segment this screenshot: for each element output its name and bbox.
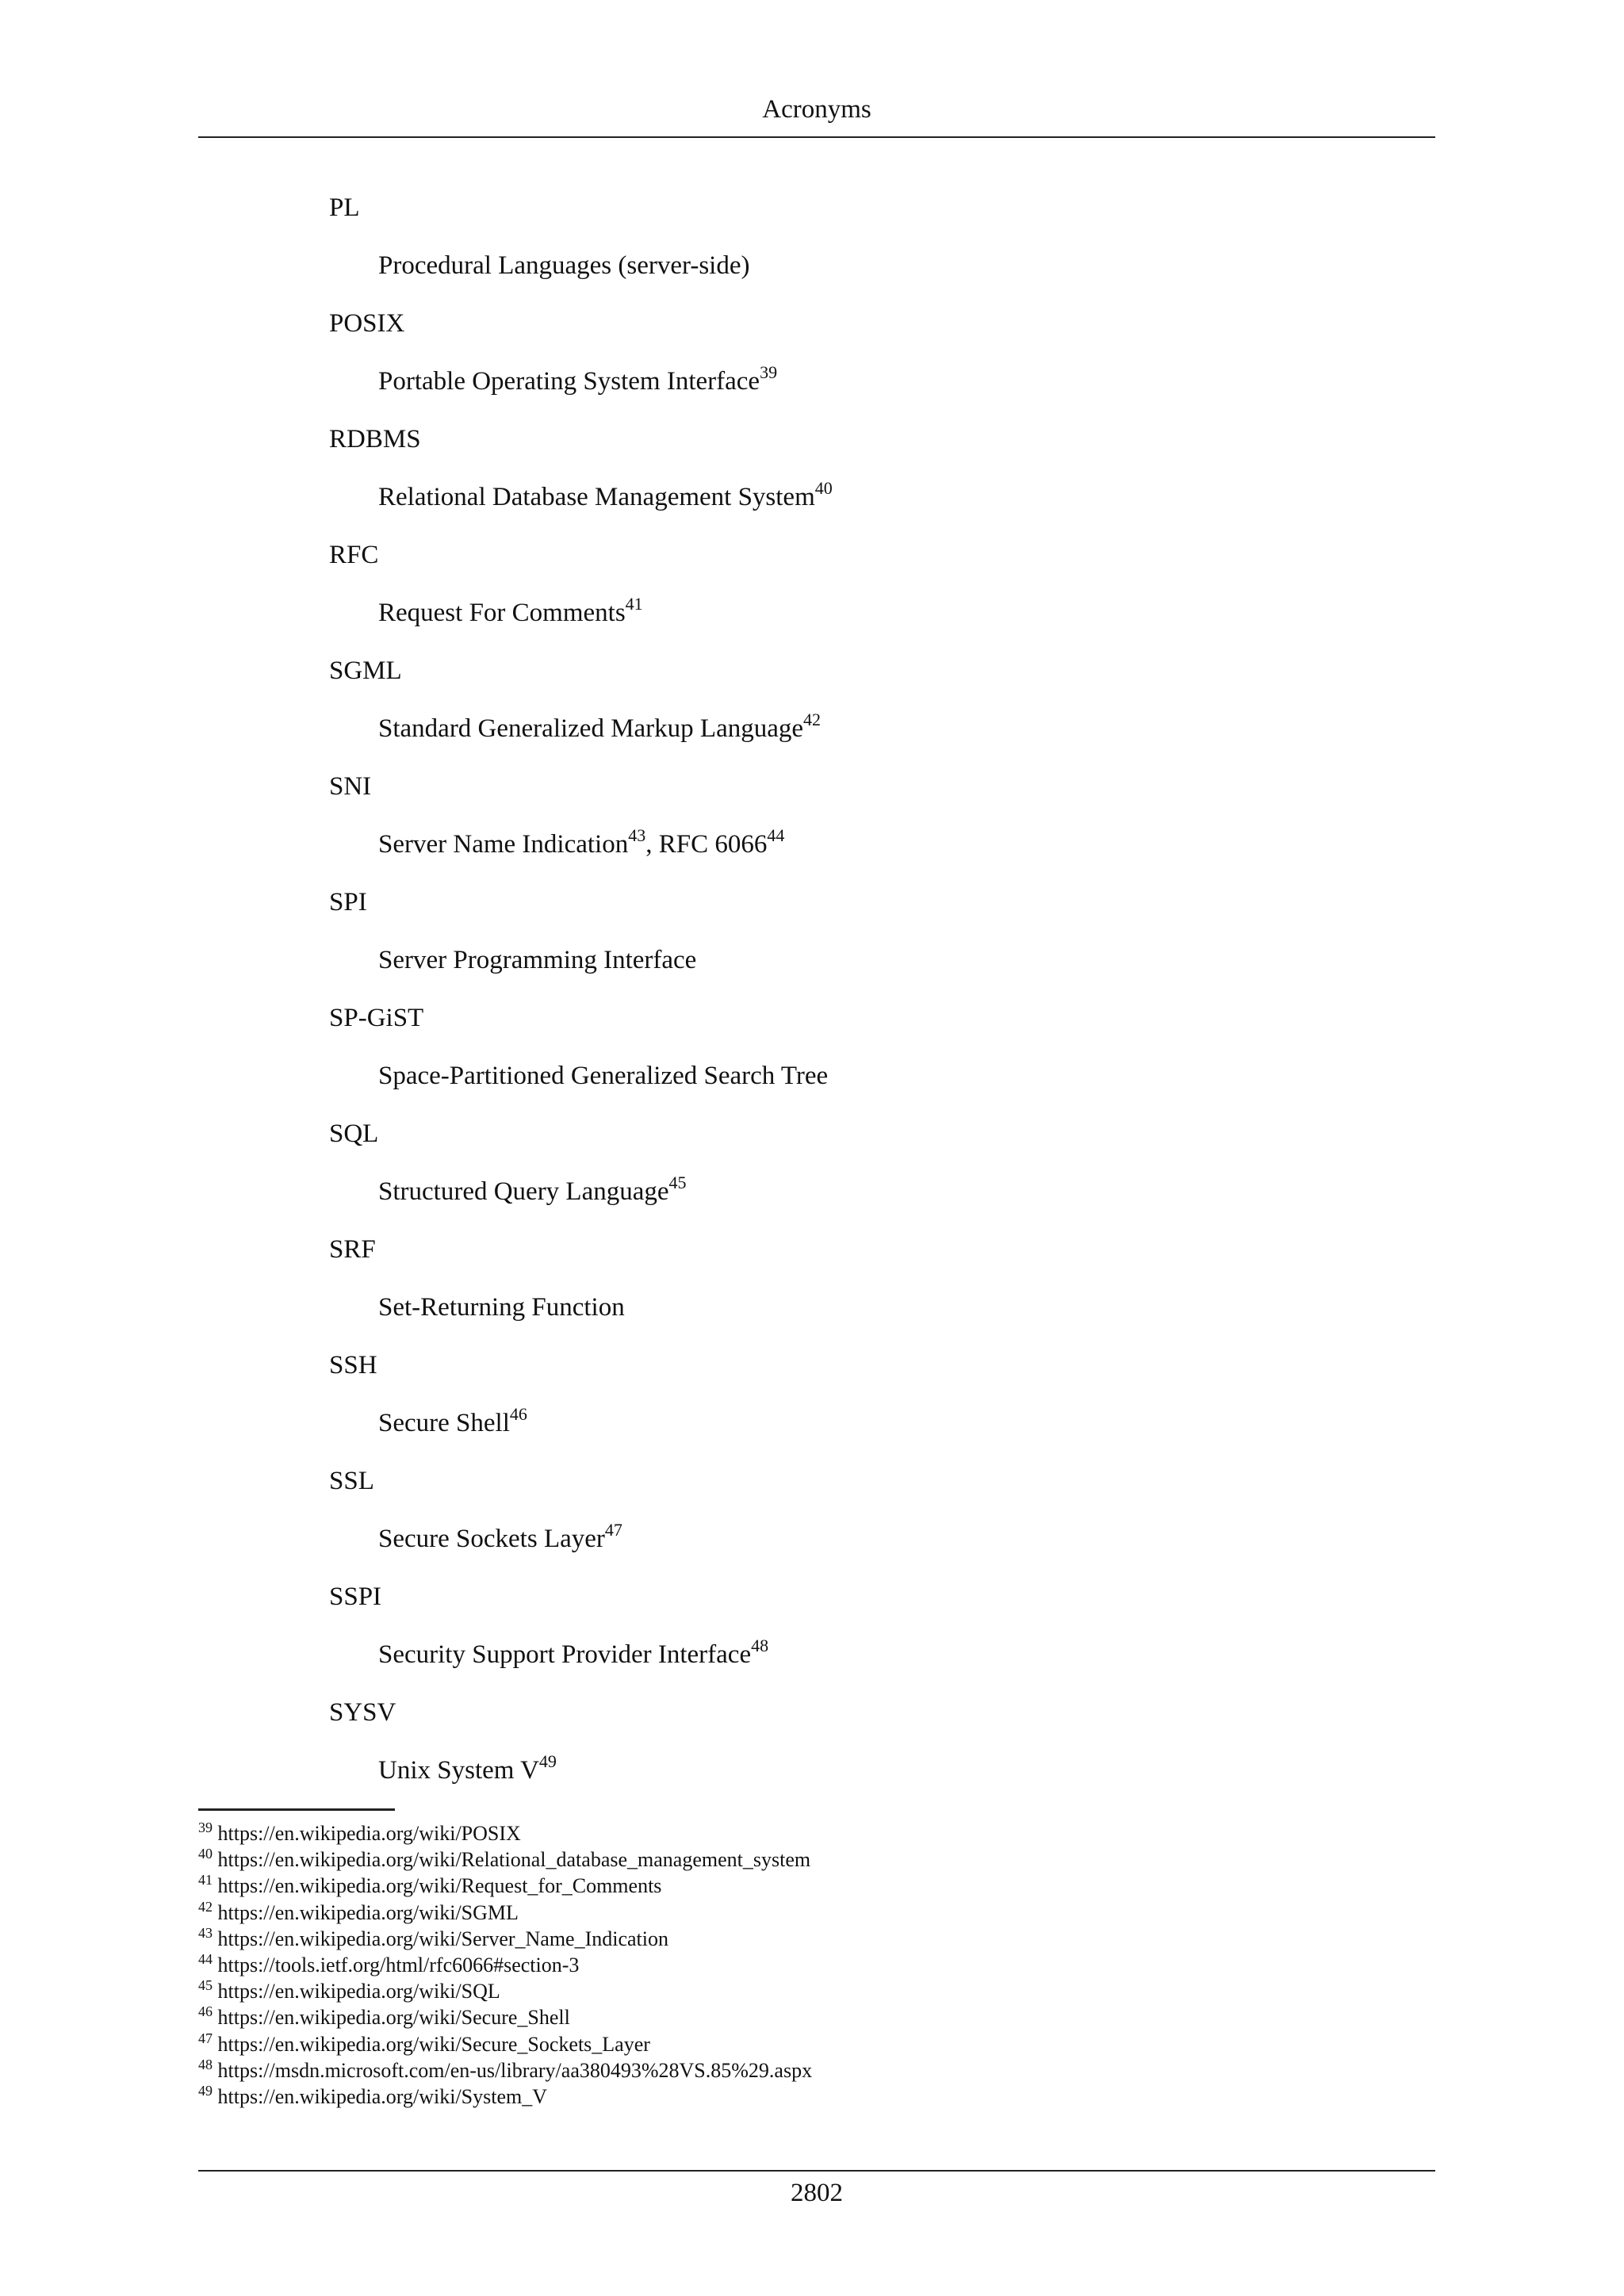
- footnote-number: 48: [198, 2056, 213, 2072]
- acronym-term: SPI: [329, 888, 367, 916]
- page-number: 2802: [791, 2179, 843, 2207]
- definition-text: Space-Partitioned Generalized Search Tree: [378, 1062, 829, 1090]
- footnote-item: [198, 1846, 1435, 1873]
- footnote-link[interactable]: https://en.wikipedia.org/wiki/Server_Name_Indication: [217, 1927, 669, 1950]
- header-divider: [198, 136, 1435, 138]
- definition-text: Security Support Provider Interface: [378, 1640, 752, 1669]
- footnote-ref[interactable]: 44: [767, 825, 785, 845]
- footnotes: [198, 1820, 1435, 2110]
- definition-text: Secure Sockets Layer: [378, 1525, 605, 1553]
- acronym-entry-ssh: [329, 1349, 1360, 1439]
- footnote-ref[interactable]: 39: [760, 362, 778, 382]
- acronym-definition: [378, 944, 1360, 976]
- acronym-entry-sspi: [329, 1581, 1360, 1670]
- footnote-divider: [198, 1808, 395, 1811]
- footnote-item: [198, 2057, 1435, 2084]
- definition-text: Server Name Indication: [378, 830, 629, 859]
- footnote-link[interactable]: https://en.wikipedia.org/wiki/POSIX: [217, 1822, 521, 1845]
- acronym-definition: [378, 1751, 1360, 1786]
- footnote-ref[interactable]: 41: [625, 594, 643, 614]
- footnote-item: [198, 1926, 1435, 1952]
- acronym-definition: [378, 1520, 1360, 1555]
- footnote-item: [198, 1952, 1435, 1978]
- acronym-term: SGML: [329, 656, 402, 685]
- footnote-ref[interactable]: 49: [538, 1751, 557, 1771]
- footer-divider: [198, 2170, 1435, 2172]
- acronym-term: SSPI: [329, 1582, 382, 1611]
- definition-text: Server Programming Interface: [378, 946, 697, 974]
- acronym-definition: [378, 1636, 1360, 1670]
- footnote-ref[interactable]: 40: [814, 478, 833, 498]
- footnote-number: 46: [198, 2003, 213, 2020]
- footnote-ref[interactable]: 46: [509, 1404, 527, 1424]
- definition-text: Portable Operating System Interface: [378, 367, 760, 396]
- footnote-ref[interactable]: 45: [668, 1173, 687, 1192]
- footnote-item: [198, 1978, 1435, 2004]
- footnote-item: [198, 2031, 1435, 2057]
- definition-text-tail: , RFC 6066: [645, 830, 768, 859]
- footnote-item: [198, 2004, 1435, 2030]
- footnote-number: 39: [198, 1820, 213, 1835]
- footnote-number: 43: [198, 1924, 213, 1941]
- footnote-link[interactable]: https://en.wikipedia.org/wiki/System_V: [217, 2084, 548, 2108]
- acronym-term: RFC: [329, 541, 379, 569]
- acronym-definition: [378, 250, 1360, 281]
- acronym-term: SNI: [329, 772, 372, 801]
- footnote-link[interactable]: https://en.wikipedia.org/wiki/SQL: [217, 1980, 500, 2003]
- footnote-item: [198, 1820, 1435, 1846]
- acronym-list: [329, 192, 1360, 1812]
- footnote-number: 40: [198, 1846, 213, 1862]
- footnote-number: 45: [198, 1977, 213, 1994]
- footnote-number: 44: [198, 1950, 213, 1967]
- footnote-link[interactable]: https://tools.ietf.org/html/rfc6066#section-3: [217, 1953, 580, 1976]
- footnote-ref[interactable]: 48: [751, 1636, 769, 1655]
- acronym-term: SSL: [329, 1467, 374, 1495]
- acronym-definition: [378, 1404, 1360, 1439]
- acronym-entry-ssl: [329, 1465, 1360, 1555]
- acronym-definition: [378, 825, 1360, 860]
- acronym-entry-sysv: [329, 1697, 1360, 1786]
- acronym-term: POSIX: [329, 309, 405, 338]
- acronym-term: SRF: [329, 1235, 376, 1264]
- acronym-entry-sp-gist: [329, 1002, 1360, 1092]
- footnote-item: [198, 1873, 1435, 1899]
- acronym-definition: [378, 1060, 1360, 1092]
- footnote-link[interactable]: https://en.wikipedia.org/wiki/SGML: [217, 1900, 519, 1924]
- definition-text: Request For Comments: [378, 599, 626, 627]
- acronym-entry-sql: [329, 1118, 1360, 1207]
- footnote-item: [198, 2084, 1435, 2110]
- acronym-term: SYSV: [329, 1698, 396, 1727]
- definition-text: Secure Shell: [378, 1409, 510, 1437]
- acronym-entry-rfc: [329, 539, 1360, 629]
- definition-text: Standard Generalized Markup Language: [378, 714, 804, 743]
- acronym-term: RDBMS: [329, 425, 421, 453]
- acronym-term: PL: [329, 193, 360, 222]
- running-header: Acronyms: [762, 95, 871, 124]
- acronym-definition: [378, 478, 1360, 513]
- footnote-number: 42: [198, 1898, 213, 1915]
- acronym-definition: [378, 710, 1360, 744]
- definition-text: Set-Returning Function: [378, 1293, 625, 1322]
- acronym-definition: [378, 362, 1360, 397]
- acronym-entry-sni: [329, 771, 1360, 860]
- acronym-entry-pl: [329, 192, 1360, 281]
- footnote-link[interactable]: https://en.wikipedia.org/wiki/Secure_Shell: [217, 2006, 570, 2030]
- footnote-link[interactable]: https://en.wikipedia.org/wiki/Request_for_Comments: [217, 1874, 662, 1898]
- footnote-link[interactable]: https://msdn.microsoft.com/en-us/library/aa380493%28VS.85%29.aspx: [217, 2058, 813, 2082]
- acronym-entry-spi: [329, 886, 1360, 976]
- footnote-ref[interactable]: 42: [803, 710, 822, 729]
- acronym-definition: [378, 594, 1360, 629]
- footnote-number: 49: [198, 2082, 213, 2099]
- footnote-ref[interactable]: 47: [604, 1520, 622, 1540]
- acronym-entry-srf: [329, 1234, 1360, 1323]
- definition-text: Unix System V: [378, 1756, 539, 1785]
- acronym-term: SP-GiST: [329, 1004, 424, 1032]
- acronym-entry-posix: [329, 308, 1360, 397]
- acronym-term: SSH: [329, 1351, 377, 1380]
- footnote-number: 41: [198, 1872, 213, 1888]
- footnote-number: 47: [198, 2030, 213, 2046]
- acronym-definition: [378, 1292, 1360, 1323]
- footnote-link[interactable]: https://en.wikipedia.org/wiki/Secure_Sockets_Layer: [217, 2032, 650, 2056]
- acronym-entry-rdbms: [329, 423, 1360, 513]
- definition-text: Procedural Languages (server-side): [378, 251, 750, 280]
- footnote-ref[interactable]: 43: [628, 825, 646, 845]
- definition-text: Relational Database Management System: [378, 483, 815, 511]
- acronym-term: SQL: [329, 1119, 379, 1148]
- definition-text: Structured Query Language: [378, 1177, 669, 1206]
- acronym-entry-sgml: [329, 655, 1360, 744]
- footnote-link[interactable]: https://en.wikipedia.org/wiki/Relational_database_management_system: [217, 1848, 811, 1872]
- acronym-definition: [378, 1173, 1360, 1207]
- footnote-item: [198, 1900, 1435, 1926]
